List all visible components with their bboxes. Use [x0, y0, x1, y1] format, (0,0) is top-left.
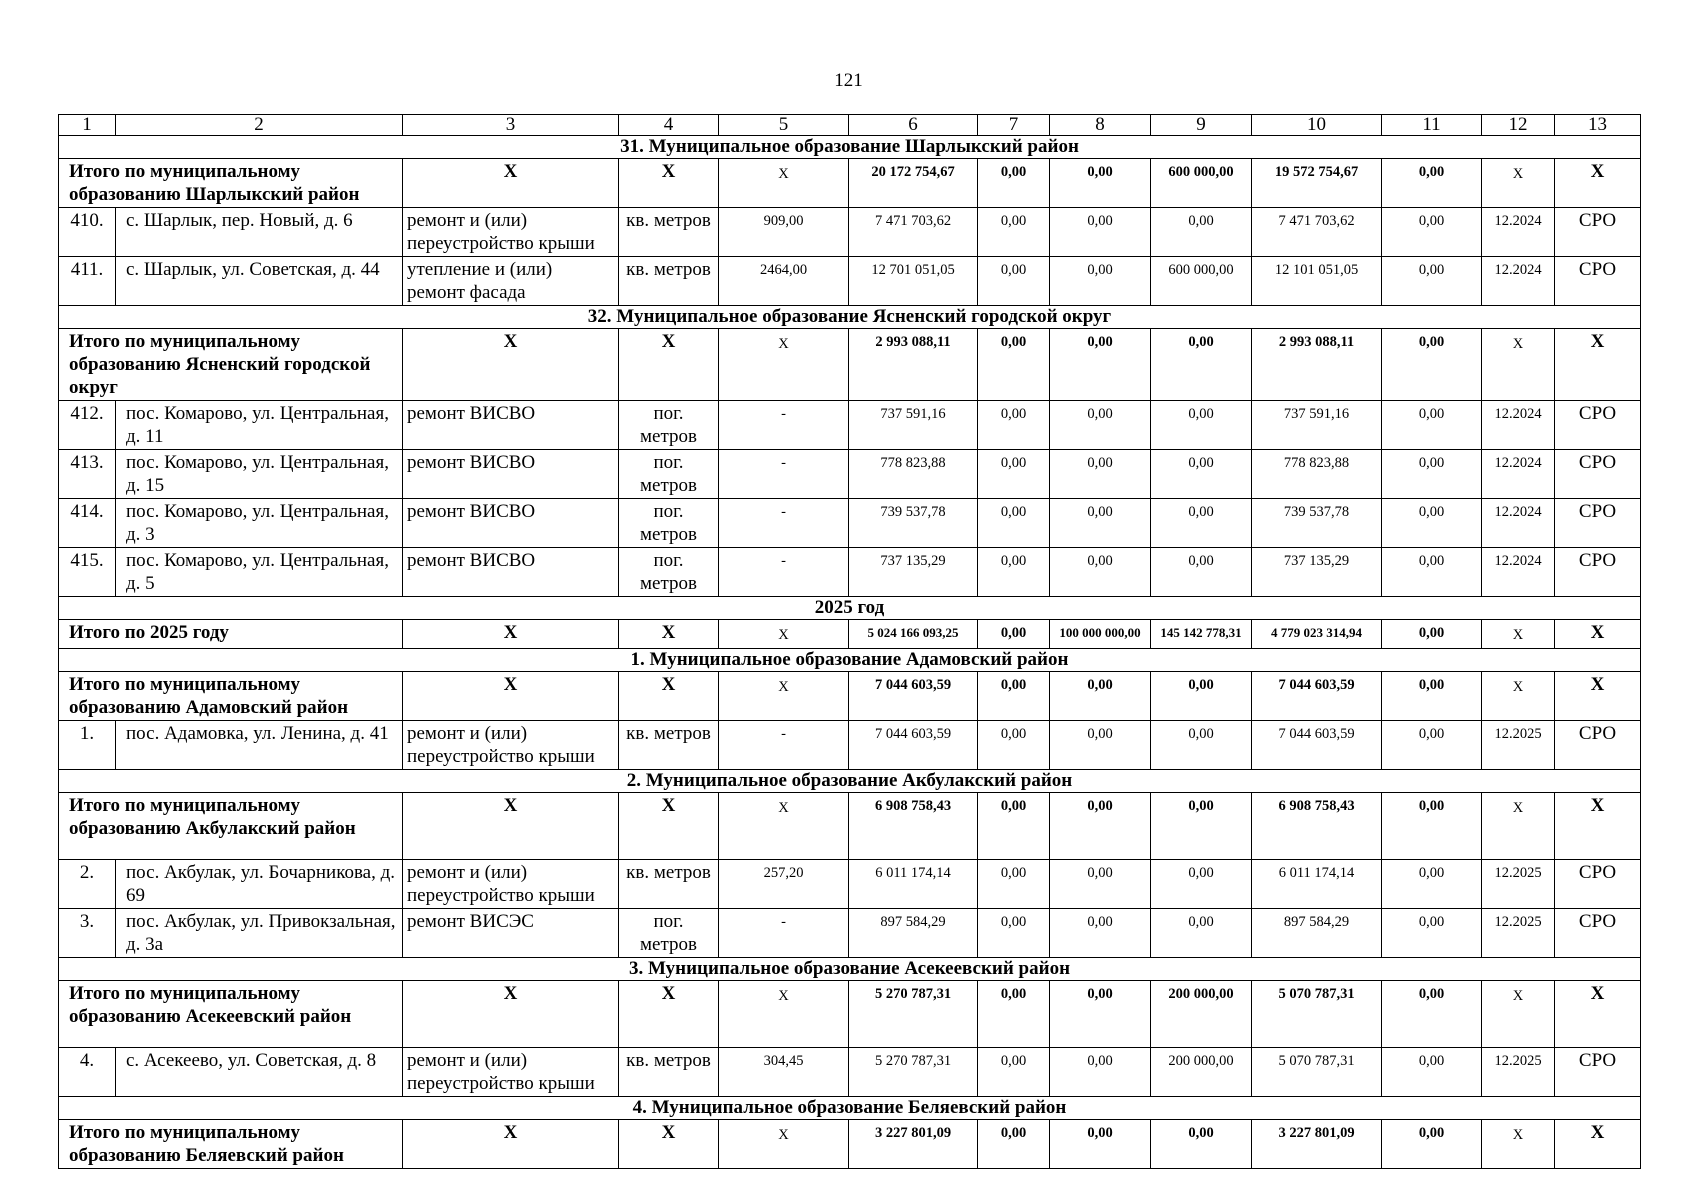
column-header: 7	[978, 115, 1050, 136]
fund-federal-cell: 0,00	[978, 450, 1050, 499]
deadline-cell: 12.2024	[1482, 450, 1555, 499]
total-fund-regional: 0,00	[1050, 1120, 1151, 1169]
total-unit: X	[619, 1120, 719, 1169]
volume-cell: 2464,00	[719, 257, 849, 306]
total-volume: X	[719, 1120, 849, 1169]
work-type-cell: ремонт ВИСЭС	[403, 909, 619, 958]
fund-local-cell: 200 000,00	[1151, 1048, 1252, 1097]
total-work-type: X	[403, 981, 619, 1048]
total-method: X	[1555, 159, 1641, 208]
fund-other-cell: 0,00	[1382, 401, 1482, 450]
fund-regional-cell: 0,00	[1050, 450, 1151, 499]
unit-cell: пог. метров	[619, 450, 719, 499]
volume-cell: -	[719, 909, 849, 958]
work-type-cell: ремонт ВИСВО	[403, 450, 619, 499]
row-number: 3.	[59, 909, 116, 958]
volume-cell: -	[719, 721, 849, 770]
work-type-cell: ремонт и (или) переустройство крыши	[403, 208, 619, 257]
section-header-row	[59, 649, 1641, 672]
total-fund-owners: 2 993 088,11	[1252, 329, 1382, 401]
subtotal-label: Итого по муниципальному образованию Акбулакский район	[59, 793, 403, 860]
section-title: 31. Муниципальное образование Шарлыкский район	[59, 136, 1641, 159]
capital-repair-table	[58, 114, 1641, 1169]
total-method: X	[1555, 329, 1641, 401]
total-deadline: X	[1482, 793, 1555, 860]
total-work-type: X	[403, 793, 619, 860]
column-header: 12	[1482, 115, 1555, 136]
unit-cell: кв. метров	[619, 257, 719, 306]
table-row	[59, 401, 1641, 450]
total-volume: X	[719, 620, 849, 649]
volume-cell: -	[719, 401, 849, 450]
page-number: 121	[834, 70, 863, 91]
total-work-type: X	[403, 672, 619, 721]
total-fund-federal: 0,00	[978, 981, 1050, 1048]
fund-other-cell: 0,00	[1382, 721, 1482, 770]
total-fund-regional: 0,00	[1050, 159, 1151, 208]
cost-cell: 739 537,78	[849, 499, 978, 548]
fund-local-cell: 0,00	[1151, 401, 1252, 450]
total-method: X	[1555, 620, 1641, 649]
column-header: 3	[403, 115, 619, 136]
total-fund-owners: 5 070 787,31	[1252, 981, 1382, 1048]
deadline-cell: 12.2025	[1482, 860, 1555, 909]
cost-cell: 778 823,88	[849, 450, 978, 499]
subtotal-row	[59, 1120, 1641, 1169]
section-title: 2. Муниципальное образование Акбулакский район	[59, 770, 1641, 793]
total-cost: 20 172 754,67	[849, 159, 978, 208]
subtotal-label: Итого по муниципальному образованию Адамовский район	[59, 672, 403, 721]
fund-federal-cell: 0,00	[978, 860, 1050, 909]
total-volume: X	[719, 981, 849, 1048]
total-volume: X	[719, 672, 849, 721]
total-deadline: X	[1482, 159, 1555, 208]
cost-cell: 737 591,16	[849, 401, 978, 450]
total-fund-federal: 0,00	[978, 329, 1050, 401]
cost-cell: 12 701 051,05	[849, 257, 978, 306]
subtotal-row	[59, 793, 1641, 860]
address-cell: пос. Акбулак, ул. Привокзальная, д. 3а	[116, 909, 403, 958]
total-cost: 5 270 787,31	[849, 981, 978, 1048]
total-method: X	[1555, 672, 1641, 721]
total-method: X	[1555, 1120, 1641, 1169]
deadline-cell: 12.2024	[1482, 257, 1555, 306]
total-fund-federal: 0,00	[978, 620, 1050, 649]
deadline-cell: 12.2025	[1482, 909, 1555, 958]
total-fund-local: 145 142 778,31	[1151, 620, 1252, 649]
fund-regional-cell: 0,00	[1050, 548, 1151, 597]
total-unit: X	[619, 620, 719, 649]
work-type-cell: утепление и (или) ремонт фасада	[403, 257, 619, 306]
deadline-cell: 12.2024	[1482, 208, 1555, 257]
total-fund-owners: 6 908 758,43	[1252, 793, 1382, 860]
total-fund-owners: 3 227 801,09	[1252, 1120, 1382, 1169]
total-volume: X	[719, 793, 849, 860]
cost-cell: 897 584,29	[849, 909, 978, 958]
subtotal-row	[59, 329, 1641, 401]
fund-federal-cell: 0,00	[978, 721, 1050, 770]
table-container	[58, 114, 1640, 1169]
total-cost: 3 227 801,09	[849, 1120, 978, 1169]
table-row	[59, 860, 1641, 909]
column-header: 6	[849, 115, 978, 136]
total-fund-local: 0,00	[1151, 1120, 1252, 1169]
row-number: 2.	[59, 860, 116, 909]
unit-cell: кв. метров	[619, 721, 719, 770]
total-cost: 7 044 603,59	[849, 672, 978, 721]
deadline-cell: 12.2024	[1482, 401, 1555, 450]
section-header-row	[59, 1097, 1641, 1120]
method-cell: СРО	[1555, 1048, 1641, 1097]
table-row	[59, 548, 1641, 597]
row-number: 412.	[59, 401, 116, 450]
column-header: 10	[1252, 115, 1382, 136]
fund-regional-cell: 0,00	[1050, 909, 1151, 958]
total-fund-federal: 0,00	[978, 793, 1050, 860]
section-header-row	[59, 958, 1641, 981]
cost-cell: 6 011 174,14	[849, 860, 978, 909]
total-cost: 5 024 166 093,25	[849, 620, 978, 649]
section-header-row	[59, 306, 1641, 329]
fund-owners-cell: 737 591,16	[1252, 401, 1382, 450]
method-cell: СРО	[1555, 721, 1641, 770]
total-fund-federal: 0,00	[978, 159, 1050, 208]
section-title: 4. Муниципальное образование Беляевский район	[59, 1097, 1641, 1120]
total-fund-other: 0,00	[1382, 793, 1482, 860]
volume-cell: 304,45	[719, 1048, 849, 1097]
total-deadline: X	[1482, 1120, 1555, 1169]
fund-owners-cell: 897 584,29	[1252, 909, 1382, 958]
total-fund-owners: 4 779 023 314,94	[1252, 620, 1382, 649]
fund-other-cell: 0,00	[1382, 450, 1482, 499]
fund-regional-cell: 0,00	[1050, 499, 1151, 548]
fund-regional-cell: 0,00	[1050, 401, 1151, 450]
subtotal-label: Итого по муниципальному образованию Асекеевский район	[59, 981, 403, 1048]
volume-cell: -	[719, 548, 849, 597]
subtotal-row	[59, 981, 1641, 1048]
total-fund-local: 0,00	[1151, 329, 1252, 401]
fund-local-cell: 0,00	[1151, 499, 1252, 548]
address-cell: пос. Комарово, ул. Центральная, д. 11	[116, 401, 403, 450]
section-title: 3. Муниципальное образование Асекеевский район	[59, 958, 1641, 981]
section-title: 32. Муниципальное образование Ясненский городской округ	[59, 306, 1641, 329]
subtotal-row	[59, 620, 1641, 649]
section-title: 1. Муниципальное образование Адамовский район	[59, 649, 1641, 672]
total-fund-local: 0,00	[1151, 793, 1252, 860]
fund-local-cell: 0,00	[1151, 909, 1252, 958]
unit-cell: кв. метров	[619, 860, 719, 909]
fund-local-cell: 0,00	[1151, 548, 1252, 597]
total-fund-federal: 0,00	[978, 672, 1050, 721]
work-type-cell: ремонт и (или) переустройство крыши	[403, 860, 619, 909]
work-type-cell: ремонт ВИСВО	[403, 401, 619, 450]
total-unit: X	[619, 981, 719, 1048]
column-header: 5	[719, 115, 849, 136]
fund-federal-cell: 0,00	[978, 401, 1050, 450]
fund-federal-cell: 0,00	[978, 548, 1050, 597]
table-row	[59, 499, 1641, 548]
total-deadline: X	[1482, 981, 1555, 1048]
fund-regional-cell: 0,00	[1050, 721, 1151, 770]
total-fund-other: 0,00	[1382, 620, 1482, 649]
total-work-type: X	[403, 620, 619, 649]
total-fund-regional: 0,00	[1050, 329, 1151, 401]
work-type-cell: ремонт ВИСВО	[403, 548, 619, 597]
total-work-type: X	[403, 329, 619, 401]
volume-cell: -	[719, 499, 849, 548]
section-header-row	[59, 136, 1641, 159]
fund-owners-cell: 778 823,88	[1252, 450, 1382, 499]
fund-owners-cell: 737 135,29	[1252, 548, 1382, 597]
address-cell: с. Асекеево, ул. Советская, д. 8	[116, 1048, 403, 1097]
fund-other-cell: 0,00	[1382, 860, 1482, 909]
total-fund-other: 0,00	[1382, 1120, 1482, 1169]
column-header: 4	[619, 115, 719, 136]
column-number-row	[59, 115, 1641, 136]
table-row	[59, 721, 1641, 770]
method-cell: СРО	[1555, 208, 1641, 257]
work-type-cell: ремонт и (или) переустройство крыши	[403, 1048, 619, 1097]
fund-local-cell: 600 000,00	[1151, 257, 1252, 306]
fund-federal-cell: 0,00	[978, 208, 1050, 257]
fund-owners-cell: 12 101 051,05	[1252, 257, 1382, 306]
row-number: 1.	[59, 721, 116, 770]
deadline-cell: 12.2025	[1482, 721, 1555, 770]
total-deadline: X	[1482, 620, 1555, 649]
total-fund-other: 0,00	[1382, 329, 1482, 401]
fund-other-cell: 0,00	[1382, 1048, 1482, 1097]
deadline-cell: 12.2024	[1482, 499, 1555, 548]
fund-regional-cell: 0,00	[1050, 1048, 1151, 1097]
total-fund-regional: 0,00	[1050, 981, 1151, 1048]
total-volume: X	[719, 329, 849, 401]
column-header: 2	[116, 115, 403, 136]
address-cell: с. Шарлык, пер. Новый, д. 6	[116, 208, 403, 257]
row-number: 414.	[59, 499, 116, 548]
column-header: 13	[1555, 115, 1641, 136]
row-number: 4.	[59, 1048, 116, 1097]
table-row	[59, 257, 1641, 306]
fund-other-cell: 0,00	[1382, 208, 1482, 257]
address-cell: пос. Акбулак, ул. Бочарникова, д. 69	[116, 860, 403, 909]
subtotal-label: Итого по муниципальному образованию Беляевский район	[59, 1120, 403, 1169]
total-fund-local: 200 000,00	[1151, 981, 1252, 1048]
column-header: 1	[59, 115, 116, 136]
table-row	[59, 450, 1641, 499]
cost-cell: 7 471 703,62	[849, 208, 978, 257]
fund-federal-cell: 0,00	[978, 909, 1050, 958]
fund-owners-cell: 6 011 174,14	[1252, 860, 1382, 909]
fund-local-cell: 0,00	[1151, 721, 1252, 770]
fund-federal-cell: 0,00	[978, 499, 1050, 548]
method-cell: СРО	[1555, 548, 1641, 597]
row-number: 411.	[59, 257, 116, 306]
fund-local-cell: 0,00	[1151, 860, 1252, 909]
fund-local-cell: 0,00	[1151, 208, 1252, 257]
total-unit: X	[619, 159, 719, 208]
fund-local-cell: 0,00	[1151, 450, 1252, 499]
total-fund-other: 0,00	[1382, 981, 1482, 1048]
unit-cell: кв. метров	[619, 1048, 719, 1097]
subtotal-row	[59, 159, 1641, 208]
total-fund-owners: 7 044 603,59	[1252, 672, 1382, 721]
table-body	[59, 115, 1641, 1169]
total-fund-regional: 0,00	[1050, 793, 1151, 860]
fund-other-cell: 0,00	[1382, 548, 1482, 597]
method-cell: СРО	[1555, 909, 1641, 958]
subtotal-label: Итого по муниципальному образованию Ясненский городской округ	[59, 329, 403, 401]
method-cell: СРО	[1555, 401, 1641, 450]
address-cell: пос. Адамовка, ул. Ленина, д. 41	[116, 721, 403, 770]
fund-federal-cell: 0,00	[978, 1048, 1050, 1097]
row-number: 410.	[59, 208, 116, 257]
unit-cell: пог. метров	[619, 909, 719, 958]
row-number: 413.	[59, 450, 116, 499]
section-title: 2025 год	[59, 597, 1641, 620]
fund-regional-cell: 0,00	[1050, 257, 1151, 306]
total-fund-federal: 0,00	[978, 1120, 1050, 1169]
row-number: 415.	[59, 548, 116, 597]
address-cell: пос. Комарово, ул. Центральная, д. 3	[116, 499, 403, 548]
cost-cell: 737 135,29	[849, 548, 978, 597]
total-fund-regional: 100 000 000,00	[1050, 620, 1151, 649]
fund-other-cell: 0,00	[1382, 499, 1482, 548]
total-work-type: X	[403, 159, 619, 208]
total-work-type: X	[403, 1120, 619, 1169]
deadline-cell: 12.2024	[1482, 548, 1555, 597]
fund-other-cell: 0,00	[1382, 257, 1482, 306]
column-header: 11	[1382, 115, 1482, 136]
unit-cell: пог. метров	[619, 499, 719, 548]
fund-owners-cell: 7 471 703,62	[1252, 208, 1382, 257]
column-header: 9	[1151, 115, 1252, 136]
method-cell: СРО	[1555, 450, 1641, 499]
address-cell: пос. Комарово, ул. Центральная, д. 5	[116, 548, 403, 597]
unit-cell: пог. метров	[619, 401, 719, 450]
total-unit: X	[619, 793, 719, 860]
deadline-cell: 12.2025	[1482, 1048, 1555, 1097]
fund-owners-cell: 7 044 603,59	[1252, 721, 1382, 770]
volume-cell: 909,00	[719, 208, 849, 257]
total-method: X	[1555, 793, 1641, 860]
total-fund-local: 600 000,00	[1151, 159, 1252, 208]
section-header-row	[59, 770, 1641, 793]
method-cell: СРО	[1555, 860, 1641, 909]
table-row	[59, 909, 1641, 958]
fund-regional-cell: 0,00	[1050, 208, 1151, 257]
total-unit: X	[619, 329, 719, 401]
method-cell: СРО	[1555, 257, 1641, 306]
work-type-cell: ремонт ВИСВО	[403, 499, 619, 548]
subtotal-label: Итого по муниципальному образованию Шарлыкский район	[59, 159, 403, 208]
total-method: X	[1555, 981, 1641, 1048]
fund-owners-cell: 739 537,78	[1252, 499, 1382, 548]
section-header-row	[59, 597, 1641, 620]
total-fund-other: 0,00	[1382, 672, 1482, 721]
total-volume: X	[719, 159, 849, 208]
cost-cell: 7 044 603,59	[849, 721, 978, 770]
fund-federal-cell: 0,00	[978, 257, 1050, 306]
fund-regional-cell: 0,00	[1050, 860, 1151, 909]
work-type-cell: ремонт и (или) переустройство крыши	[403, 721, 619, 770]
unit-cell: кв. метров	[619, 208, 719, 257]
total-fund-other: 0,00	[1382, 159, 1482, 208]
table-row	[59, 1048, 1641, 1097]
address-cell: с. Шарлык, ул. Советская, д. 44	[116, 257, 403, 306]
total-deadline: X	[1482, 329, 1555, 401]
total-deadline: X	[1482, 672, 1555, 721]
total-unit: X	[619, 672, 719, 721]
cost-cell: 5 270 787,31	[849, 1048, 978, 1097]
table-row	[59, 208, 1641, 257]
total-fund-owners: 19 572 754,67	[1252, 159, 1382, 208]
volume-cell: -	[719, 450, 849, 499]
total-fund-regional: 0,00	[1050, 672, 1151, 721]
address-cell: пос. Комарово, ул. Центральная, д. 15	[116, 450, 403, 499]
fund-owners-cell: 5 070 787,31	[1252, 1048, 1382, 1097]
unit-cell: пог. метров	[619, 548, 719, 597]
volume-cell: 257,20	[719, 860, 849, 909]
subtotal-label: Итого по 2025 году	[59, 620, 403, 649]
subtotal-row	[59, 672, 1641, 721]
total-fund-local: 0,00	[1151, 672, 1252, 721]
fund-other-cell: 0,00	[1382, 909, 1482, 958]
method-cell: СРО	[1555, 499, 1641, 548]
total-cost: 6 908 758,43	[849, 793, 978, 860]
total-cost: 2 993 088,11	[849, 329, 978, 401]
column-header: 8	[1050, 115, 1151, 136]
